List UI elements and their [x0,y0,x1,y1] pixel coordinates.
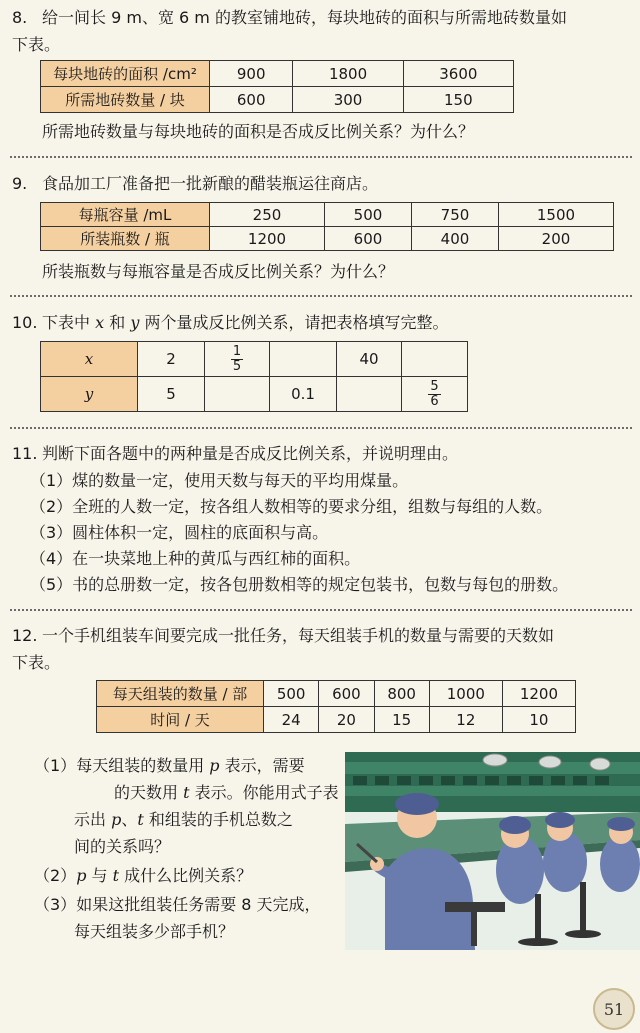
factory-workers-illustration [345,752,640,950]
table-row-label: 每天组装的数量 / 部 [97,681,264,707]
list-item: （1）煤的数量一定，使用天数与每天的平均用煤量。 [30,471,409,490]
variable-y: y [130,313,140,332]
table-cell-blank [205,377,270,412]
question-text: 给一间长 9 m、宽 6 m 的教室铺地砖，每块地砖的面积与所需地砖数量如 [42,8,567,27]
table-cell: 400 [411,227,498,251]
fraction: $\frac{5}{6}$ [430,378,439,409]
table-cell: 2 [138,342,205,377]
table-row-label [41,377,138,412]
table-row-label [41,342,138,377]
list-item: （4）在一块菜地上种的黄瓜与西红柿的面积。 [30,549,361,568]
variable-x: x [95,313,105,332]
table-cell: 500 [264,681,319,707]
list-item: （5）书的总册数一定，按各包册数相等的规定包装书，包数与每包的册数。 [30,575,569,594]
table-cell: 300 [293,87,403,113]
table-cell: 600 [319,681,374,707]
fraction: $\frac{1}{5}$ [232,343,242,374]
table-row-label: 所需地砖数量 / 块 [41,87,210,113]
bottle-table [40,202,614,251]
divider [10,295,632,297]
question-number: 12. [12,626,38,645]
table-cell: 24 [264,707,319,733]
page-number: 51 [593,988,635,1030]
subquestion-3: （3）如果这批组装任务需要 8 天完成， 每天组装多少部手机？ [34,895,321,941]
variable-y: y [84,385,94,403]
table-cell: 3600 [403,61,513,87]
question-text-cont: 下表。 [12,653,61,672]
divider [10,427,632,429]
question-text: 两个量成反比例关系，请把表格填写完整。 [139,313,449,332]
table-row-label: 每块地砖的面积 /cm² [41,61,210,87]
question-number: 8. [12,8,28,27]
question-text: 食品加工厂准备把一批新酿的醋装瓶运往商店。 [42,174,379,193]
subquestions [34,752,344,945]
question-text: 判断下面各题中的两种量是否成反比例关系，并说明理由。 [42,444,459,463]
table-cell: 15 [374,707,429,733]
question-text: 和 [104,313,131,332]
table-cell: 40 [337,342,402,377]
question-text-cont: 下表。 [12,35,61,54]
table-cell-blank [270,342,337,377]
table-row-label: 每瓶容量 /mL [41,203,210,227]
subquestion-1: （1）每天组装的数量用 p 表示，需要 的天数用 t 表示。你能用式子表 示出 p、t 和组装的手机总数之 间的关系吗？ [34,756,339,856]
table-cell: 5 [138,377,205,412]
table-cell: 250 [210,203,325,227]
table-cell: 12 [429,707,502,733]
table-cell: 1500 [498,203,613,227]
inverse-table [40,341,468,412]
tile-table [40,60,514,113]
table-cell: 800 [374,681,429,707]
question-text: 一个手机组装车间要完成一批任务，每天组装手机的数量与需要的天数如 [42,626,555,645]
question-prompt: 所需地砖数量与每块地砖的面积是否成反比例关系？为什么？ [42,122,475,141]
question-number: 9. [12,174,28,193]
table-cell: 10 [502,707,575,733]
table-cell: 750 [411,203,498,227]
divider [10,156,632,158]
table-row-label: 时间 / 天 [97,707,264,733]
subquestion-2: （2）p 与 t 成什么比例关系？ [34,866,253,885]
variable-x: x [84,350,94,368]
question-number: 10. [12,313,38,332]
table-cell: 0.1 [270,377,337,412]
divider [10,609,632,611]
table-cell: 1200 [502,681,575,707]
question-text: 下表中 [42,313,96,332]
table-cell: 150 [403,87,513,113]
table-row-label: 所装瓶数 / 瓶 [41,227,210,251]
table-cell-blank [402,342,468,377]
table-cell: 20 [319,707,374,733]
list-item: （2）全班的人数一定，按各组人数相等的要求分组，组数与每组的人数。 [30,497,553,516]
assembly-table [96,680,576,733]
table-cell: 1200 [210,227,325,251]
table-cell: 200 [498,227,613,251]
table-cell: 1800 [293,61,403,87]
table-cell-blank [337,377,402,412]
table-cell: 600 [325,227,412,251]
table-cell-fraction [402,377,468,412]
question-prompt: 所装瓶数与每瓶容量是否成反比例关系？为什么？ [42,262,395,281]
question-number: 11. [12,444,38,463]
table-cell: 1000 [429,681,502,707]
table-cell-fraction [205,342,270,377]
table-cell: 900 [210,61,293,87]
list-item: （3）圆柱体积一定，圆柱的底面积与高。 [30,523,329,542]
table-cell: 600 [210,87,293,113]
table-cell: 500 [325,203,412,227]
